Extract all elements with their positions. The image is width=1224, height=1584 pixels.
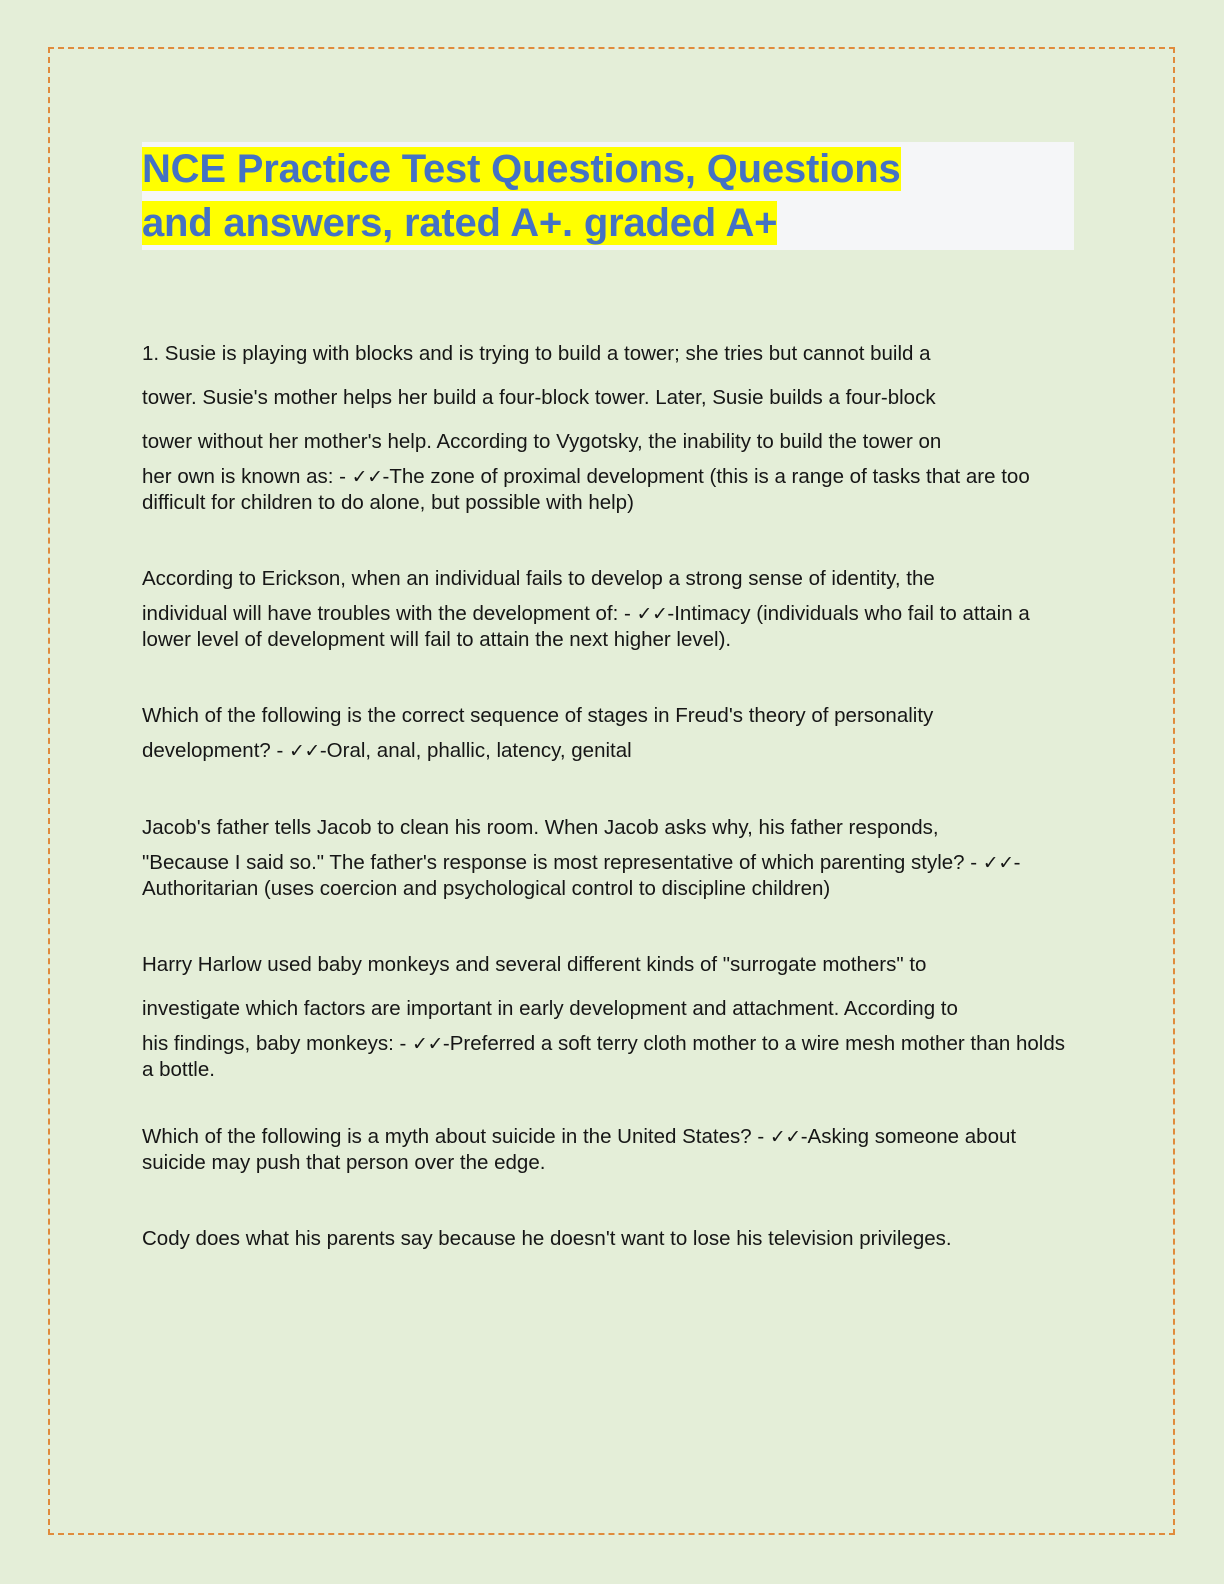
- qa-block: [142, 943, 1074, 1082]
- double-check-icon: ✓✓: [636, 603, 668, 625]
- answer-text: -Preferred a soft terry cloth mother to a wire mesh mother than holds a bottle.: [142, 1032, 1065, 1081]
- double-check-icon: ✓✓: [412, 1033, 443, 1055]
- question-answer-list: [142, 332, 1074, 1261]
- qa-block: [142, 694, 1074, 764]
- answer-line: [142, 464, 1074, 515]
- question-line: tower. Susie's mother helps her build a four-block tower. Later, Susie builds a four-block: [142, 386, 936, 409]
- title-block: [142, 142, 1074, 250]
- answer-line: [142, 738, 1074, 764]
- answer-text: -Authoritarian (uses coercion and psychological control to discipline children): [142, 851, 1021, 900]
- question-line: Which of the following is the correct sequence of stages in Freud's theory of personality: [142, 704, 934, 727]
- answer-question-stem: her own is known as: -: [142, 465, 352, 488]
- question-line: According to Erickson, when an individual fails to develop a strong sense of identity, the: [142, 567, 935, 590]
- answer-line: [142, 1031, 1074, 1082]
- qa-block: [142, 1124, 1074, 1175]
- answer-question-stem: development? -: [142, 739, 290, 762]
- answer-text: -The zone of proximal development (this is a range of tasks that are too difficult for children to do alone, but possible with help): [142, 465, 1030, 514]
- title-line-2: and answers, rated A+. graded A+: [142, 201, 778, 245]
- question-line: 1. Susie is playing with blocks and is trying to build a tower; she tries but cannot build a: [142, 342, 931, 365]
- page-title: [142, 142, 1074, 250]
- double-check-icon: ✓✓: [289, 740, 320, 762]
- question-line: tower without her mother's help. According to Vygotsky, the inability to build the tower on: [142, 430, 942, 453]
- qa-block: [142, 1217, 1074, 1261]
- question-line: Jacob's father tells Jacob to clean his room. When Jacob asks why, his father responds,: [142, 816, 939, 839]
- question-line: investigate which factors are important in early development and attachment. According to: [142, 997, 958, 1020]
- answer-question-stem: "Because I said so." The father's response is most representative of which parenting style? -: [142, 851, 983, 874]
- double-check-icon: ✓✓: [351, 466, 383, 488]
- answer-text: -Oral, anal, phallic, latency, genital: [319, 739, 632, 762]
- answer-question-stem: Which of the following is a myth about suicide in the United States? -: [142, 1125, 770, 1148]
- qa-block: [142, 332, 1074, 515]
- answer-line: [142, 850, 1074, 901]
- question-line: Cody does what his parents say because he doesn't want to lose his television privileges.: [142, 1227, 952, 1250]
- answer-question-stem: individual will have troubles with the development of: -: [142, 602, 637, 625]
- title-line-1: NCE Practice Test Questions, Questions: [142, 147, 901, 191]
- qa-block: [142, 806, 1074, 901]
- answer-text: -Asking someone about suicide may push that person over the edge.: [142, 1125, 1017, 1174]
- answer-line: [142, 601, 1074, 652]
- answer-text: -Intimacy (individuals who fail to attain a lower level of development will fail to attain the next higher level).: [142, 602, 1030, 651]
- answer-question-stem: his findings, baby monkeys: -: [142, 1032, 413, 1055]
- question-line: Harry Harlow used baby monkeys and several different kinds of "surrogate mothers" to: [142, 953, 927, 976]
- double-check-icon: ✓✓: [982, 852, 1014, 874]
- double-check-icon: ✓✓: [769, 1126, 801, 1148]
- document-body: [142, 142, 1074, 1261]
- qa-block: [142, 557, 1074, 652]
- answer-line: [142, 1124, 1074, 1175]
